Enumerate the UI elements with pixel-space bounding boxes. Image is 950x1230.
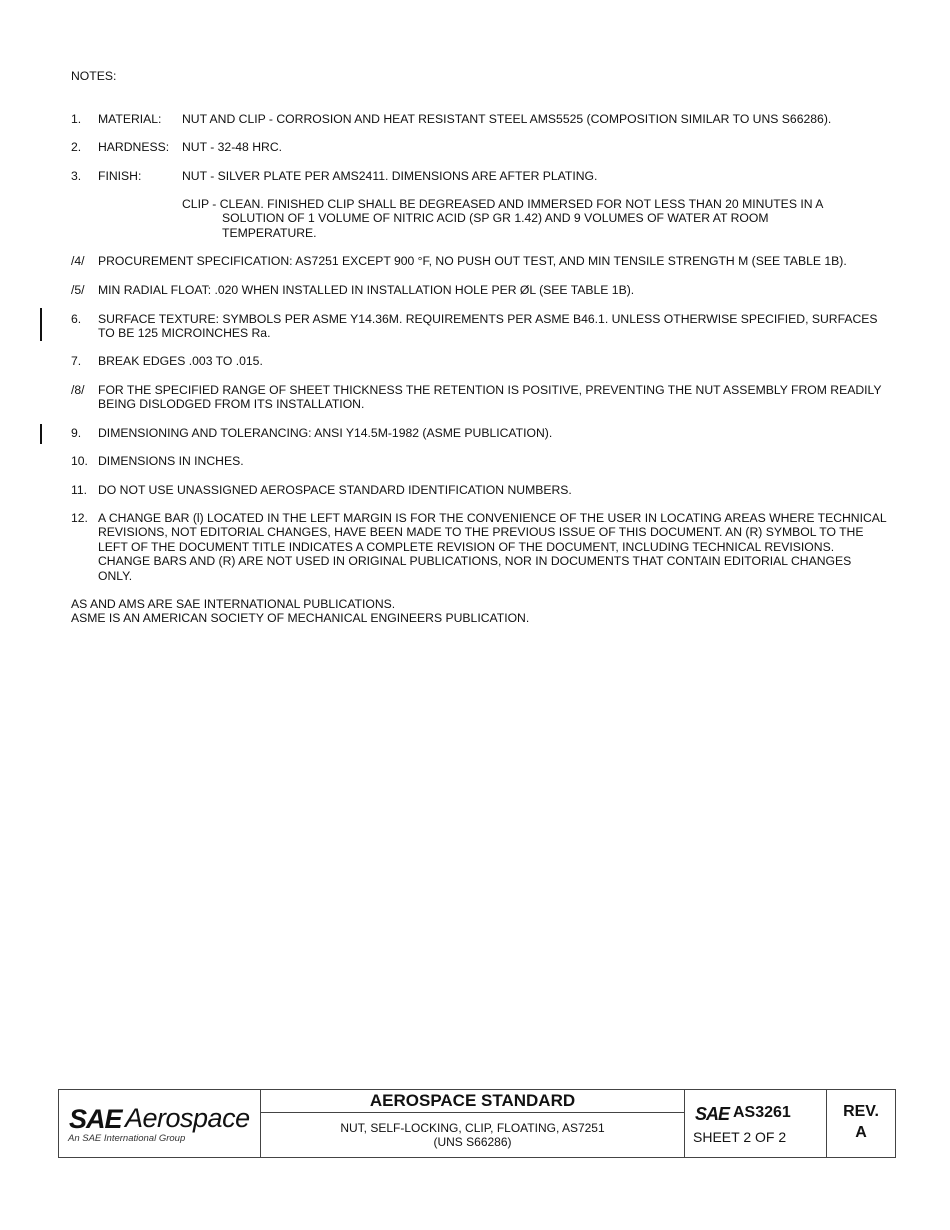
note-text: SURFACE TEXTURE: SYMBOLS PER ASME Y14.36M. REQUIREMENTS PER ASME B46.1. UNLESS OTHERWISE SPECIFIED, SURFACES TO BE 125 MICROINCHES Ra. xyxy=(98,312,878,341)
publication-note: ASME IS AN AMERICAN SOCIETY OF MECHANICAL ENGINEERS PUBLICATION. xyxy=(71,611,530,626)
note-text: NUT - 32-48 HRC. xyxy=(182,140,283,154)
note-text: DIMENSIONS IN INCHES. xyxy=(98,454,244,468)
sae-aerospace-logo xyxy=(59,1090,261,1157)
note-number: /5/ xyxy=(71,283,85,297)
note-text: FOR THE SPECIFIED RANGE OF SHEET THICKNESS THE RETENTION IS POSITIVE, PREVENTING THE NUT ASSEMBLY FROM READILY BEING DISLODGED FROM ITS INSTALLATION. xyxy=(98,383,882,412)
document-number-cell xyxy=(685,1090,827,1157)
note-8 xyxy=(71,383,882,412)
revision-cell xyxy=(827,1090,895,1157)
notes-heading: NOTES: xyxy=(71,69,117,83)
sae-logo-small: SAE xyxy=(695,1104,730,1124)
note-text: DIMENSIONING AND TOLERANCING: ANSI Y14.5M-1982 (ASME PUBLICATION). xyxy=(98,426,553,440)
note-number: 11. xyxy=(71,483,88,497)
note-label: HARDNESS: xyxy=(98,140,170,154)
note-7 xyxy=(71,354,871,368)
note-4 xyxy=(71,254,871,268)
note-number: /8/ xyxy=(71,383,85,397)
note-number: 3. xyxy=(71,169,82,183)
note-number: 2. xyxy=(71,140,82,154)
standard-heading: AEROSPACE STANDARD xyxy=(261,1090,684,1113)
publication-notes xyxy=(71,597,529,625)
note-9 xyxy=(71,426,871,440)
note-11 xyxy=(71,483,871,497)
document-title xyxy=(261,1121,684,1149)
note-text: PROCUREMENT SPECIFICATION: AS7251 EXCEPT 900 °F, NO PUSH OUT TEST, AND MIN TENSILE STRENGTH M (SEE TABLE 1B). xyxy=(98,254,847,268)
logo-aerospace-text: Aerospace xyxy=(125,1103,250,1133)
document-number: AS3261 xyxy=(733,1104,791,1121)
note-5 xyxy=(71,283,871,297)
note-label: MATERIAL: xyxy=(98,112,162,126)
logo-subtitle: An SAE International Group xyxy=(68,1133,186,1144)
note-6 xyxy=(71,312,878,341)
note-12 xyxy=(71,511,887,583)
note-number: 10. xyxy=(71,454,88,468)
note-number: 6. xyxy=(71,312,82,326)
document-title-line: NUT, SELF-LOCKING, CLIP, FLOATING, AS7251 xyxy=(340,1121,605,1135)
note-3-clip xyxy=(182,197,862,240)
note-text: A CHANGE BAR (l) LOCATED IN THE LEFT MARGIN IS FOR THE CONVENIENCE OF THE USER IN LOCATING AREAS WHERE TECHNICAL REVISIONS, NOT EDITORIAL CHANGES, HAVE BEEN MADE TO THE PREVIOUS ISSUE OF THIS DOCUMENT. AN (R) SYMBOL TO THE LEFT OF THE DOCUMENT TITLE INDICATES A COMPLETE REVISION OF THE DOCUMENT, INCLUDING TECHNICAL REVISIONS. CHANGE BARS AND (R) ARE NOT USED IN ORIGINAL PUBLICATIONS, NOR IN DOCUMENTS THAT CONTAIN EDITORIAL CHANGES ONLY. xyxy=(98,511,887,583)
note-number: 12. xyxy=(71,511,88,525)
note-label: FINISH: xyxy=(98,169,142,183)
revision-value: A xyxy=(855,1124,867,1141)
clip-text-first: CLIP - CLEAN. FINISHED CLIP SHALL BE DEGREASED AND IMMERSED FOR NOT LESS THAN 20 MINUTES IN A xyxy=(182,197,824,211)
revision-label: REV. xyxy=(843,1103,879,1120)
note-number: 7. xyxy=(71,354,82,368)
note-text: BREAK EDGES .003 TO .015. xyxy=(98,354,263,368)
note-text: MIN RADIAL FLOAT: .020 WHEN INSTALLED IN INSTALLATION HOLE PER ØL (SEE TABLE 1B). xyxy=(98,283,635,297)
note-text: DO NOT USE UNASSIGNED AEROSPACE STANDARD IDENTIFICATION NUMBERS. xyxy=(98,483,572,497)
clip-text-continued: SOLUTION OF 1 VOLUME OF NITRIC ACID (SP GR 1.42) AND 9 VOLUMES OF WATER AT ROOM TEMPERATURE. xyxy=(222,211,769,240)
note-number: 1. xyxy=(71,112,82,126)
sheet-number: SHEET 2 OF 2 xyxy=(693,1129,787,1145)
change-bar xyxy=(40,424,42,444)
note-10 xyxy=(71,454,871,468)
note-number: 9. xyxy=(71,426,82,440)
publication-note: AS AND AMS ARE SAE INTERNATIONAL PUBLICATIONS. xyxy=(71,597,396,611)
document-title-line: (UNS S66286) xyxy=(433,1135,512,1149)
note-number: /4/ xyxy=(71,254,85,268)
title-block xyxy=(58,1089,896,1158)
note-text: NUT - SILVER PLATE PER AMS2411. DIMENSIONS ARE AFTER PLATING. xyxy=(182,169,598,183)
logo-sae-text: SAE xyxy=(69,1104,122,1134)
document-title-cell xyxy=(261,1090,685,1157)
note-text: NUT AND CLIP - CORROSION AND HEAT RESISTANT STEEL AMS5525 (COMPOSITION SIMILAR TO UNS S66286). xyxy=(182,112,832,126)
change-bar xyxy=(40,308,42,341)
